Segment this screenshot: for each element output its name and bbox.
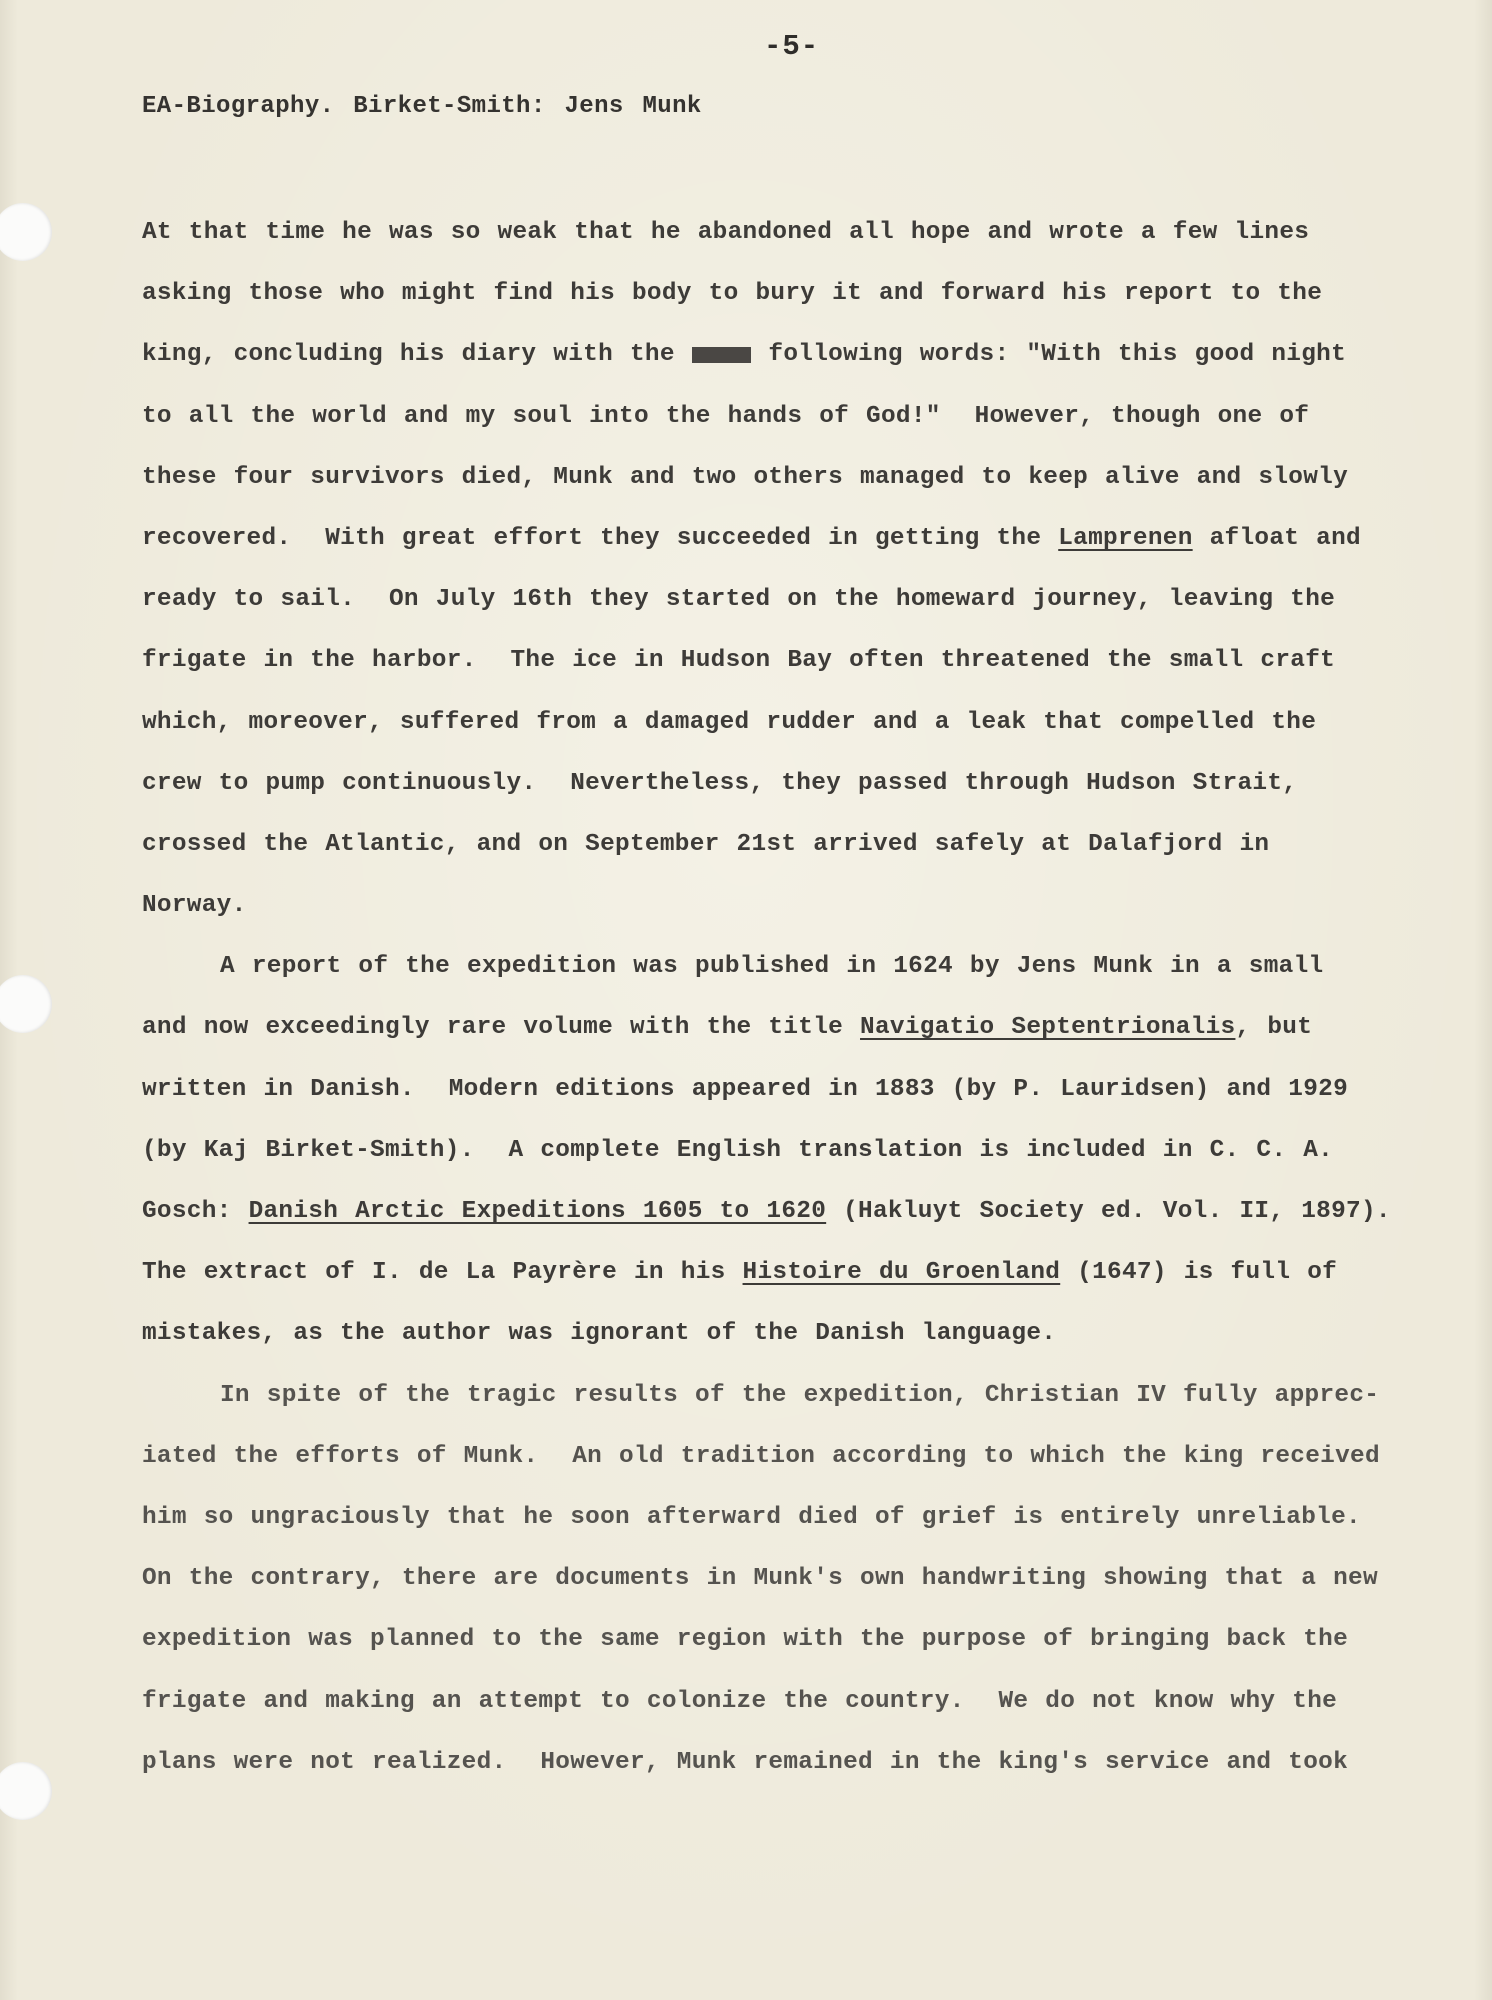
- ship-name: Lamprenen: [1058, 524, 1193, 552]
- text-line: him so ungraciously that he soon afterward died of grief is entirely unreliable.: [142, 1503, 1361, 1531]
- text-line: In spite of the tragic results of the expedition, Christian IV fully apprec-: [220, 1381, 1380, 1409]
- text-line: these four survivors died, Munk and two others managed to keep alive and slowly: [142, 463, 1349, 491]
- punch-hole: [0, 1762, 52, 1820]
- text-line: frigate in the harbor. The ice in Hudson Bay often threatened the small craft: [142, 647, 1336, 675]
- text-line: The extract of I. de La Payrère in his Histoire du Groenland (1647) is full of: [142, 1259, 1338, 1287]
- text-line: (by Kaj Birket-Smith). A complete English translation is included in C. C. A.: [142, 1136, 1334, 1164]
- text-line: At that time he was so weak that he abandoned all hope and wrote a few lines: [142, 219, 1310, 246]
- text-line: A report of the expedition was published in 1624 by Jens Munk in a small: [220, 953, 1324, 981]
- book-title: Danish Arctic Expeditions 1605 to 1620: [248, 1198, 827, 1225]
- punch-hole: [0, 975, 52, 1033]
- book-title: Histoire du Groenland: [742, 1259, 1061, 1287]
- text-line: and now exceedingly rare volume with the title Navigatio Septentrionalis, but: [142, 1014, 1313, 1042]
- struck-out-word: [692, 337, 752, 373]
- text-line: On the contrary, there are documents in Munk's own handwriting showing that a new: [142, 1565, 1378, 1593]
- text-line: to all the world and my soul into the hands of God!" However, though one of: [142, 402, 1310, 430]
- text-line: frigate and making an attempt to colonize the country. We do not know why the: [142, 1687, 1338, 1715]
- text-line: ready to sail. On July 16th they started on the homeward journey, leaving the: [142, 586, 1336, 614]
- text-line: king, concluding his diary with the following words: "With this good night: [142, 337, 1402, 398]
- running-head: EA-Biography. Birket-Smith: Jens Munk: [142, 93, 702, 120]
- text-line: crew to pump continuously. Nevertheless, they passed through Hudson Strait,: [142, 769, 1298, 797]
- body-text: [142, 215, 1402, 1806]
- book-title: Navigatio Septentrionalis: [860, 1014, 1236, 1042]
- page-number: -5-: [764, 30, 820, 63]
- text-line: mistakes, as the author was ignorant of the Danish language.: [142, 1320, 1057, 1348]
- text-line: Norway.: [142, 892, 247, 920]
- punch-hole: [0, 203, 52, 261]
- text-line: recovered. With great effort they succeeded in getting the Lamprenen afloat and: [142, 524, 1361, 552]
- text-line: written in Danish. Modern editions appeared in 1883 (by P. Lauridsen) and 1929: [142, 1075, 1349, 1103]
- text-line: asking those who might find his body to bury it and forward his report to the: [142, 280, 1323, 308]
- text-line: Gosch: Danish Arctic Expeditions 1605 to 1620 (Hakluyt Society ed. Vol. II, 1897).: [142, 1198, 1391, 1225]
- text-line: expedition was planned to the same region with the purpose of bringing back the: [142, 1626, 1349, 1654]
- text-line: which, moreover, suffered from a damaged rudder and a leak that compelled the: [142, 708, 1317, 736]
- text-line: plans were not realized. However, Munk remained in the king's service and took: [142, 1748, 1349, 1776]
- text-line: crossed the Atlantic, and on September 21st arrived safely at Dalafjord in: [142, 830, 1270, 858]
- text-line: iated the efforts of Munk. An old tradition according to which the king received: [142, 1442, 1380, 1470]
